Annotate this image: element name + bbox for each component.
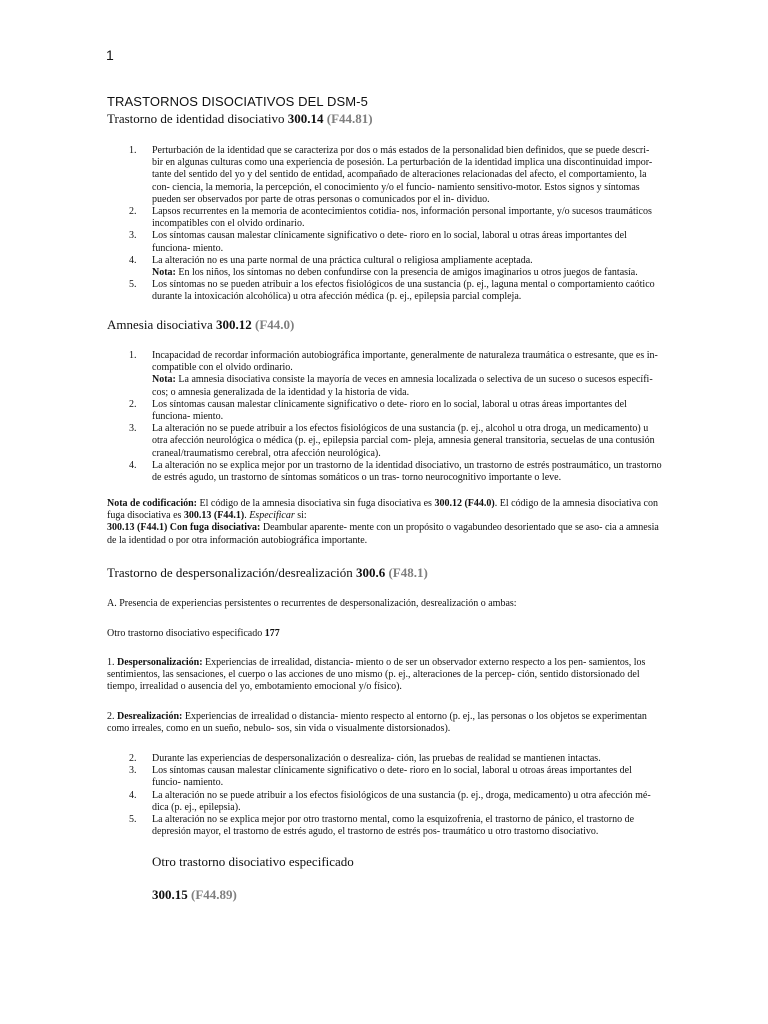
- list-item: [107, 790, 662, 814]
- coding-note-text: si:: [294, 510, 307, 522]
- item-number: 4.: [129, 459, 137, 471]
- item-number: 5.: [129, 279, 137, 291]
- item-text: La alteración no se puede atribuir a los efectos fisiológicos de una sustancia (p. ej., droga, medicamento) u otra afección mé- dica (p. ej., epilepsia).: [152, 789, 651, 813]
- para-number: 1.: [107, 657, 117, 668]
- item-number: 1.: [129, 350, 137, 361]
- section-icd: (F48.1): [388, 565, 428, 580]
- list-item: [107, 399, 662, 423]
- list-item: [107, 350, 662, 399]
- item-text: Perturbación de la identidad que se caracteriza por dos o más estados de la personalidad bien definidos, que se puede descri- bir en algunas culturas como una experiencia de posesión. La perturbación de la identidad implica una discontinuidad impor- tante del sentido del yo y del sentido de entidad, acompañado de alteraciones relacionadas del afecto, el comportamiento, la con- ciencia, la memoria, la percepción, el conocimiento y/o el funcio- namiento sensitivo-motor. Estos signos y síntomas pueden ser observados por parte de otras personas o comunicados por el in- dividuo.: [152, 145, 653, 205]
- note-text: En los niños, los síntomas no deben confundirse con la presencia de amigos imaginarios u otros juegos de fantasía.: [175, 266, 638, 278]
- derealization-paragraph: [107, 711, 662, 735]
- item-text: La alteración no se puede atribuir a los efectos fisiológicos de una sustancia (p. ej., alcohol u otra droga, un medicamento) u otra afección neurológica o médica (p. ej., epilepsia parcial com- pleja, amnesia general transitoria, secuelas de una contusión craneal/traumatismo cerebral, otra afección neurológica).: [152, 423, 655, 459]
- para-label: Desrealización:: [117, 711, 183, 722]
- note-label: Nota:: [152, 266, 176, 278]
- criteria-list-depersonalization: [107, 753, 662, 838]
- coding-note: [107, 498, 662, 547]
- depersonalization-paragraph: [107, 657, 662, 694]
- section-code: 300.12: [216, 317, 252, 332]
- list-item: [107, 765, 662, 789]
- item-number: 4.: [129, 254, 137, 266]
- list-item: [107, 230, 662, 254]
- item-text: Durante las experiencias de despersonalización o desrealiza- ción, las pruebas de realidad se mantienen intactas.: [152, 753, 601, 764]
- criteria-list-amnesia: [107, 350, 662, 484]
- section-icd: (F44.0): [255, 317, 295, 332]
- item-number: 1.: [129, 145, 137, 156]
- section-title: Trastorno de identidad disociativo: [107, 111, 285, 126]
- item-text: Los síntomas causan malestar clínicamente significativo o dete- rioro en lo social, laboral u otroas áreas importantes del funcio- namiento.: [152, 765, 632, 789]
- criterion-a: A. Presencia de experiencias persistentes o recurrentes de despersonalización, desrealización o ambas:: [107, 598, 517, 609]
- item-number: 2.: [129, 205, 137, 217]
- section-heading-depersonalization: [107, 565, 428, 581]
- coding-note-text: Deambular aparente- mente con un propósito o vagabundeo desorientado que se aso- cia a amnesia de la identidad o por otra información autobiográfica importante.: [107, 522, 659, 546]
- section-icd: (F44.89): [191, 887, 237, 902]
- item-number: 3.: [129, 765, 137, 777]
- item-text: La alteración no es una parte normal de una práctica cultural o religiosa ampliamente aceptada.: [152, 254, 533, 266]
- item-text: La alteración no se explica mejor por un trastorno de la identidad disociativo, un trastorno de estrés postraumático, un trastorno de estrés agudo, un trastorno de síntomas somáticos o un tras- torno neurocognitivo importante o leve.: [152, 459, 662, 483]
- criteria-list-identity: [107, 145, 662, 303]
- para-text: Experiencias de irrealidad, distancia- miento o de ser un observador externo respecto a los pen- samientos, los sentimientos, las sensaciones, el cuerpo o las acciones de uno mismo (p. ej., alteraciones de la percep- ción, sentido distorsionado del tiempo, irrealidad o ausencia del yo, embotamiento emocional y/o físico).: [107, 657, 646, 693]
- section-icd: (F44.81): [326, 111, 373, 126]
- list-item: [107, 814, 662, 838]
- section-title: Amnesia disociativa: [107, 317, 213, 332]
- section-code: 300.15: [152, 887, 188, 902]
- other-disorder-text: Otro trastorno disociativo especificado: [107, 628, 263, 639]
- main-title: TRASTORNOS DISOCIATIVOS DEL DSM-5: [107, 94, 368, 109]
- list-item: [107, 255, 662, 279]
- coding-note-text: .: [244, 510, 250, 522]
- coding-note-text: El código de la amnesia disociativa sin fuga disociativa es: [197, 498, 435, 509]
- coding-note-specify: Especificar: [249, 510, 295, 522]
- page-number: 1: [106, 47, 114, 63]
- list-item: [107, 423, 662, 460]
- para-text: Experiencias de irrealidad o distancia- miento respecto al entorno (p. ej., las personas o los objetos se experimentan como irreales, como en un sueño, nebulo- sos, sin vida o visualmente distorsionados).: [107, 711, 647, 735]
- section-heading-other: Otro trastorno disociativo especificado: [152, 854, 354, 869]
- other-disorder-number: 177: [264, 628, 280, 639]
- note-label: Nota:: [152, 374, 176, 386]
- item-number: 3.: [129, 230, 137, 242]
- note-text: La amnesia disociativa consiste la mayoría de veces en amnesia localizada o selectiva de un suceso o sucesos específi- cos; o amnesia generalizada de la identidad y la historia de vida.: [152, 374, 653, 398]
- coding-note-text: . El código de la amnesia disociativa con fuga disociativa es: [107, 498, 658, 522]
- item-text: Los síntomas causan malestar clínicamente significativo o dete- rioro en lo social, laboral u otras áreas importantes del funciona- miento.: [152, 230, 627, 254]
- item-text: Incapacidad de recordar información autobiográfica importante, generalmente de naturaleza traumática o estresante, que es in- compatible con el olvido ordinario.: [152, 350, 658, 374]
- list-item: [107, 279, 662, 303]
- list-item: [107, 753, 662, 765]
- item-text: Lapsos recurrentes en la memoria de acontecimientos cotidia- nos, información personal importante, y/o sucesos traumáticos incompatibles con el olvido ordinario.: [152, 205, 652, 230]
- section-heading-identity: [107, 111, 373, 127]
- list-item: [107, 460, 662, 484]
- para-label: Despersonalización:: [117, 657, 203, 668]
- other-disorder-line: [107, 628, 662, 640]
- item-text: La alteración no se explica mejor por otro trastorno mental, como la esquizofrenia, el trastorno de pánico, el trastorno de depresión mayor, el trastorno de estrés agudo, el trastorno de estrés pos- traumático u otro trastorno disociativo.: [152, 813, 635, 838]
- section-title: Trastorno de despersonalización/desrealización: [107, 565, 353, 580]
- item-number: 2.: [129, 753, 137, 764]
- item-text: Los síntomas no se pueden atribuir a los efectos fisiológicos de una sustancia (p. ej., laguna mental o comportamiento caótico durante la intoxicación alcohólica) u otra afección médica (p. ej., epilepsia parcial compleja.: [152, 279, 655, 303]
- item-number: 5.: [129, 813, 137, 825]
- coding-note-code: 300.13 (F44.1) Con fuga disociativa:: [107, 522, 261, 534]
- list-item: [107, 206, 662, 230]
- section-code-other: [152, 887, 237, 903]
- item-number: 3.: [129, 423, 137, 435]
- coding-note-code: 300.12 (F44.0): [434, 498, 495, 509]
- section-heading-amnesia: [107, 317, 294, 333]
- coding-note-label: Nota de codificación:: [107, 498, 197, 509]
- item-text: Los síntomas causan malestar clínicamente significativo o dete- rioro en lo social, laboral u otras áreas importantes del funciona- miento.: [152, 398, 627, 422]
- coding-note-code: 300.13 (F44.1): [183, 510, 245, 522]
- section-code: 300.14: [287, 111, 324, 126]
- item-number: 4.: [129, 789, 137, 801]
- list-item: [107, 145, 662, 206]
- para-number: 2.: [107, 711, 117, 722]
- section-code: 300.6: [355, 565, 386, 580]
- item-number: 2.: [129, 398, 137, 410]
